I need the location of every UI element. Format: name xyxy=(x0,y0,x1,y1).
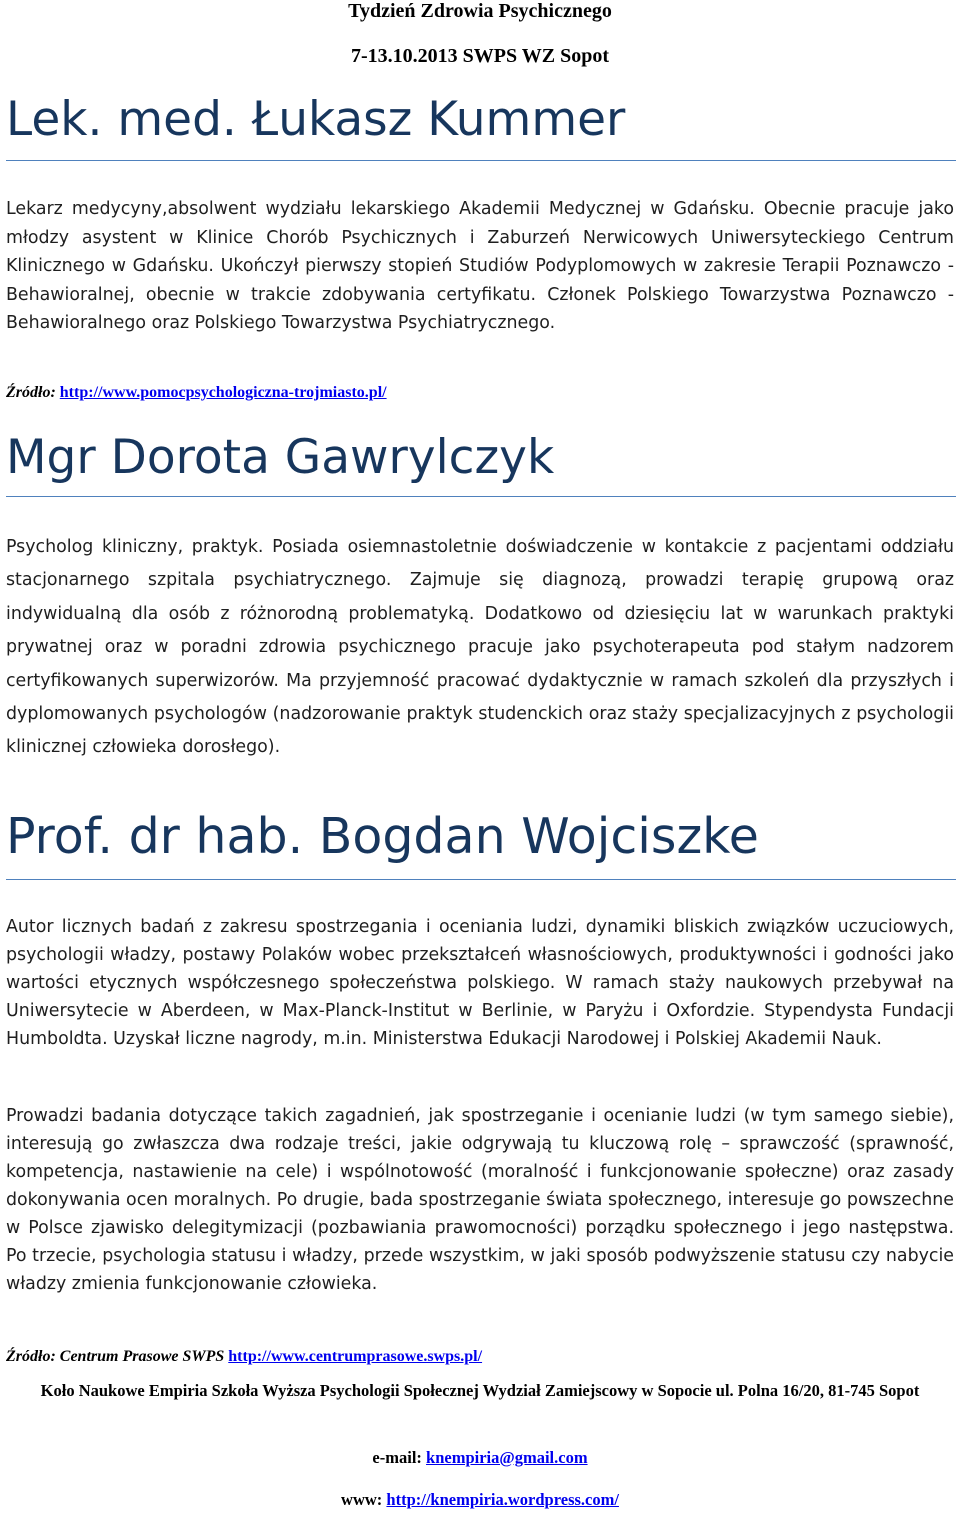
email-link[interactable]: knempiria@gmail.com xyxy=(426,1448,588,1467)
source-line-1 xyxy=(6,384,387,402)
speaker-bio-gawrylczyk: Psycholog kliniczny, praktyk. Posiada osiemnastoletnie doświadczenie w kontakcie z pacjentami oddziału stacjonarnego szpitala psychiatrycznego. Zajmuje się diagnozą, prowadzi terapię grupową oraz indywidualną dla osób z różnorodną problematyką. Dodatkowo od dziesięciu lat w warunkach praktyki prywatnej oraz w poradni zdrowia psychicznego pracuje jako psychoterapeuta pod stałym nadzorem certyfikowanych superwizorów. Ma przyjemność pracować dydaktycznie w ramach szkoleń dla przyszłych i dyplomowanych psychologów (nadzorowanie praktyk studenckich oraz staży specjalizacyjnych z psychologii klinicznej człowieka dorosłego). xyxy=(6,537,954,758)
speaker-bio-kummer: Lekarz medycyny,absolwent wydziału lekarskiego Akademii Medycznej w Gdańsku. Obecnie pracuje jako młodzy asystent w Klinice Chorób Psychicznych i Zaburzeń Nerwicowych Uniwersyteckiego Centrum Klinicznego w Gdańsku. Ukończył pierwszy stopień Studiów Podyplomowych w zakresie Terapii Poznawczo - Behawioralnej, obecnie w trakcie zdobywania certyfikatu. Członek Polskiego Towarzystwa Poznawczo - Behawioralnego oraz Polskiego Towarzystwa Psychiatrycznego. xyxy=(6,199,954,333)
source-line-2 xyxy=(6,1348,482,1366)
email-label: e-mail: xyxy=(372,1448,422,1467)
speaker-name-wojciszke: Prof. dr hab. Bogdan Wojciszke xyxy=(6,808,759,865)
footer-www xyxy=(0,1488,960,1512)
www-link[interactable]: http://knempiria.wordpress.com/ xyxy=(386,1490,619,1509)
speaker-name-gawrylczyk: Mgr Dorota Gawrylczyk xyxy=(6,430,555,485)
speaker-bio-wojciszke-2: Prowadzi badania dotyczące takich zagadnień, jak spostrzeganie i ocenianie ludzi (w tym samego siebie), interesują go zwłaszcza dwa rodzaje treści, jakie odgrywają tu kluczową rolę – sprawczość (sprawność, kompetencja, nastawienie na cele) i wspólnotowość (moralność i funkcjonowanie społeczne) oraz zasady dokonywania ocen moralnych. Po drugie, bada spostrzeganie świata społecznego, interesuje go powszechne w Polsce zjawisko delegitymizacji (pozbawiania prawomocności) porządku społecznego i jego następstwa. Po trzecie, psychologia statusu i władzy, przede wszystkim, w jaki sposób podwyższenie statusu czy nabycie władzy zmienia funkcjonowanie człowieka. xyxy=(6,1106,954,1294)
speaker-name-kummer: Lek. med. Łukasz Kummer xyxy=(6,92,626,147)
heading-rule xyxy=(6,160,956,161)
footer-email xyxy=(0,1446,960,1470)
source-link[interactable]: http://www.centrumprasowe.swps.pl/ xyxy=(228,1348,483,1365)
source-label: Źródło: Centrum Prasowe SWPS xyxy=(6,1348,225,1365)
event-dates: 7-13.10.2013 SWPS WZ Sopot xyxy=(350,45,609,67)
footer-org: Koło Naukowe Empiria Szkoła Wyższa Psychologii Społecznej Wydział Zamiejscowy w Sopocie ul. Polna 16/20, 81-745 Sopot xyxy=(40,1381,920,1400)
www-label: www: xyxy=(341,1490,383,1509)
source-label: Źródło: xyxy=(6,384,56,401)
speaker-bio-wojciszke-1: Autor licznych badań z zakresu spostrzegania i oceniania ludzi, dynamiki bliskich związków uczuciowych, psychologii władzy, postawy Polaków wobec przekształceń własnościowych, produktywności i godności jako wartości etycznych współczesnego społeczeństwa polskiego. W ramach staży naukowych przebywał na Uniwersytecie w Aberdeen, w Max-Planck-Institut w Berlinie, w Paryżu i Oxfordzie. Stypendysta Fundacji Humboldta. Uzyskał liczne nagrody, m.in. Ministerstwa Edukacji Narodowej i Polskiej Akademii Nauk. xyxy=(6,917,954,1049)
heading-rule xyxy=(6,496,956,497)
source-link[interactable]: http://www.pomocpsychologiczna-trojmiasto.pl/ xyxy=(59,384,387,401)
event-title: Tydzień Zdrowia Psychicznego xyxy=(348,0,612,22)
heading-rule xyxy=(6,879,956,880)
